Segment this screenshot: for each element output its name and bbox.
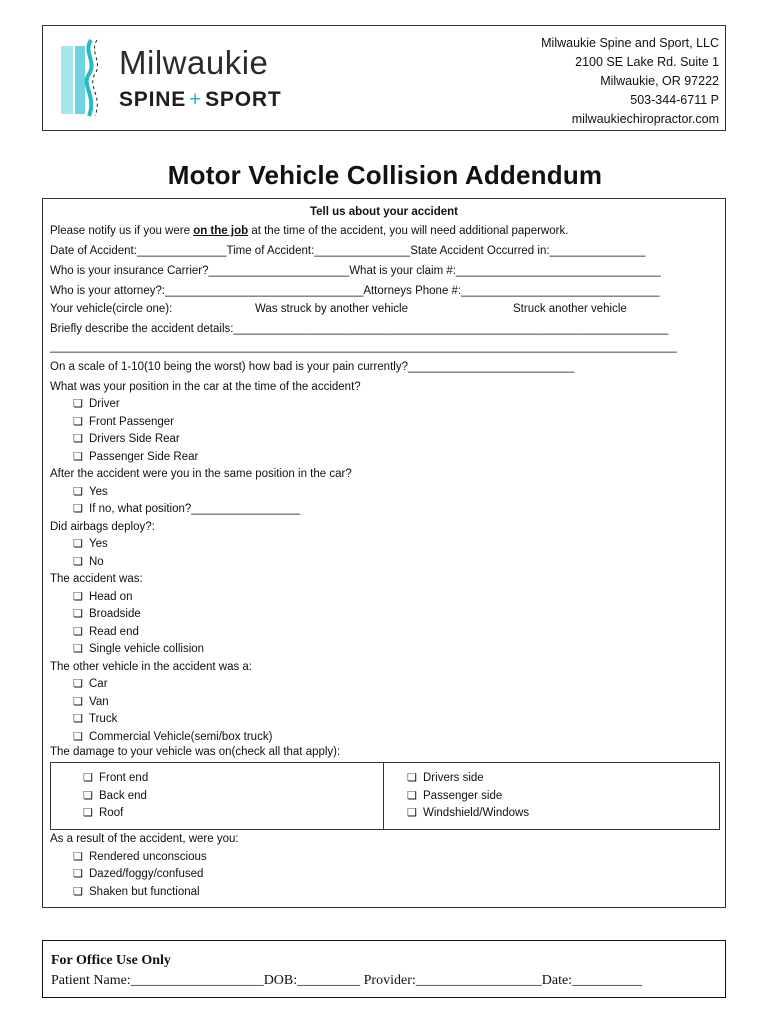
checkbox-item[interactable]: ❏ Dazed/foggy/confused — [73, 868, 204, 880]
accident-form — [42, 198, 726, 908]
attorney-field[interactable]: Who is your attorney?:_______________________________Attorneys Phone #:_______________________________ — [50, 285, 660, 297]
checkbox-icon: ❏ — [73, 678, 83, 690]
checkbox-item[interactable]: ❏ Yes — [73, 538, 108, 550]
checkbox-item[interactable]: ❏ If no, what position?_________________ — [73, 503, 301, 515]
checkbox-icon: ❏ — [73, 608, 83, 620]
notice-line: Please notify us if you were on the job at the time of the accident, you will need additional paperwork. — [50, 225, 569, 237]
checkbox-icon: ❏ — [73, 503, 83, 515]
spine-logo-icon — [57, 38, 117, 118]
header-box — [42, 25, 726, 131]
checkbox-icon: ❏ — [407, 772, 417, 784]
checkbox-icon: ❏ — [73, 538, 83, 550]
checkbox-icon: ❏ — [83, 790, 93, 802]
checkbox-item[interactable]: ❏ Back end — [83, 790, 147, 802]
office-use-fields[interactable]: Patient Name:___________________DOB:_________ Provider:__________________Date:__________ — [51, 973, 643, 988]
checkbox-item[interactable]: ❏ Read end — [73, 626, 139, 638]
checkbox-icon: ❏ — [73, 433, 83, 445]
checkbox-item[interactable]: ❏ Yes — [73, 486, 108, 498]
clinic-logo — [57, 38, 307, 118]
checkbox-item[interactable]: ❏ Shaken but functional — [73, 886, 200, 898]
table-divider — [383, 763, 384, 829]
section-title: Tell us about your accident — [309, 206, 459, 218]
address-line: Milwaukie, OR 97222 — [600, 74, 719, 88]
checkbox-icon: ❏ — [73, 626, 83, 638]
checkbox-item[interactable]: ❏ Truck — [73, 713, 118, 725]
question-same-position: After the accident were you in the same position in the car? — [50, 468, 352, 480]
checkbox-icon: ❏ — [73, 416, 83, 428]
checkbox-item[interactable]: ❏ Drivers Side Rear — [73, 433, 180, 445]
checkbox-icon: ❏ — [73, 451, 83, 463]
checkbox-icon: ❏ — [73, 851, 83, 863]
office-use-box — [42, 940, 726, 998]
logo-subtitle: SPINE + SPORT — [119, 88, 282, 111]
checkbox-item[interactable]: ❏ Rendered unconscious — [73, 851, 207, 863]
question-other-vehicle: The other vehicle in the accident was a: — [50, 661, 253, 673]
checkbox-icon: ❏ — [83, 772, 93, 784]
checkbox-icon: ❏ — [83, 807, 93, 819]
checkbox-icon: ❏ — [73, 868, 83, 880]
address-line: 2100 SE Lake Rd. Suite 1 — [575, 55, 719, 69]
checkbox-item[interactable]: ❏ Passenger Side Rear — [73, 451, 199, 463]
office-use-title: For Office Use Only — [51, 953, 171, 968]
checkbox-icon: ❏ — [407, 790, 417, 802]
checkbox-item[interactable]: ❏ Windshield/Windows — [407, 807, 530, 819]
checkbox-item[interactable]: ❏ Commercial Vehicle(semi/box truck) — [73, 731, 273, 743]
damage-checkbox-table — [50, 762, 720, 830]
vehicle-option-struck-another[interactable]: Struck another vehicle — [513, 303, 627, 315]
checkbox-item[interactable]: ❏ Broadside — [73, 608, 141, 620]
clinic-address — [541, 34, 719, 129]
question-accident-type: The accident was: — [50, 573, 143, 585]
checkbox-icon: ❏ — [73, 643, 83, 655]
checkbox-item[interactable]: ❏ Front Passenger — [73, 416, 175, 428]
describe-field[interactable]: Briefly describe the accident details:____________________________________________________________________ — [50, 323, 669, 335]
checkbox-icon: ❏ — [73, 556, 83, 568]
question-position: What was your position in the car at the time of the accident? — [50, 381, 361, 393]
checkbox-icon: ❏ — [73, 731, 83, 743]
address-line: milwaukiechiropractor.com — [571, 112, 719, 126]
checkbox-item[interactable]: ❏ Driver — [73, 398, 120, 410]
address-line: 503-344-6711 P — [630, 93, 719, 107]
checkbox-icon: ❏ — [73, 486, 83, 498]
vehicle-circle-label: Your vehicle(circle one): — [50, 303, 173, 315]
checkbox-icon: ❏ — [73, 398, 83, 410]
insurance-claim-field[interactable]: Who is your insurance Carrier?______________________What is your claim #:________________________________ — [50, 265, 661, 277]
address-line: Milwaukie Spine and Sport, LLC — [541, 36, 719, 50]
question-result: As a result of the accident, were you: — [50, 833, 239, 845]
describe-blank-line[interactable]: __________________________________________________________________________________________________ — [50, 341, 677, 353]
checkbox-item[interactable]: ❏ Roof — [83, 807, 124, 819]
question-damage: The damage to your vehicle was on(check all that apply): — [50, 746, 341, 758]
checkbox-icon: ❏ — [73, 713, 83, 725]
checkbox-item[interactable]: ❏ Passenger side — [407, 790, 503, 802]
checkbox-icon: ❏ — [73, 696, 83, 708]
checkbox-item[interactable]: ❏ Single vehicle collision — [73, 643, 205, 655]
page-title: Motor Vehicle Collision Addendum — [167, 160, 603, 190]
checkbox-item[interactable]: ❏ No — [73, 556, 104, 568]
checkbox-item[interactable]: ❏ Car — [73, 678, 108, 690]
pain-scale-field[interactable]: On a scale of 1-10(10 being the worst) how bad is your pain currently?__________________________ — [50, 361, 575, 373]
logo-wordmark: Milwaukie — [119, 44, 269, 81]
checkbox-icon: ❏ — [407, 807, 417, 819]
checkbox-icon: ❏ — [73, 591, 83, 603]
date-time-state-field[interactable]: Date of Accident:______________Time of Accident:_______________State Accident Occurred in:_______________ — [50, 245, 646, 257]
checkbox-item[interactable]: ❏ Drivers side — [407, 772, 484, 784]
checkbox-item[interactable]: ❏ Head on — [73, 591, 133, 603]
checkbox-item[interactable]: ❏ Front end — [83, 772, 149, 784]
checkbox-item[interactable]: ❏ Van — [73, 696, 109, 708]
question-airbags: Did airbags deploy?: — [50, 521, 155, 533]
checkbox-icon: ❏ — [73, 886, 83, 898]
vehicle-option-struck-by[interactable]: Was struck by another vehicle — [255, 303, 408, 315]
